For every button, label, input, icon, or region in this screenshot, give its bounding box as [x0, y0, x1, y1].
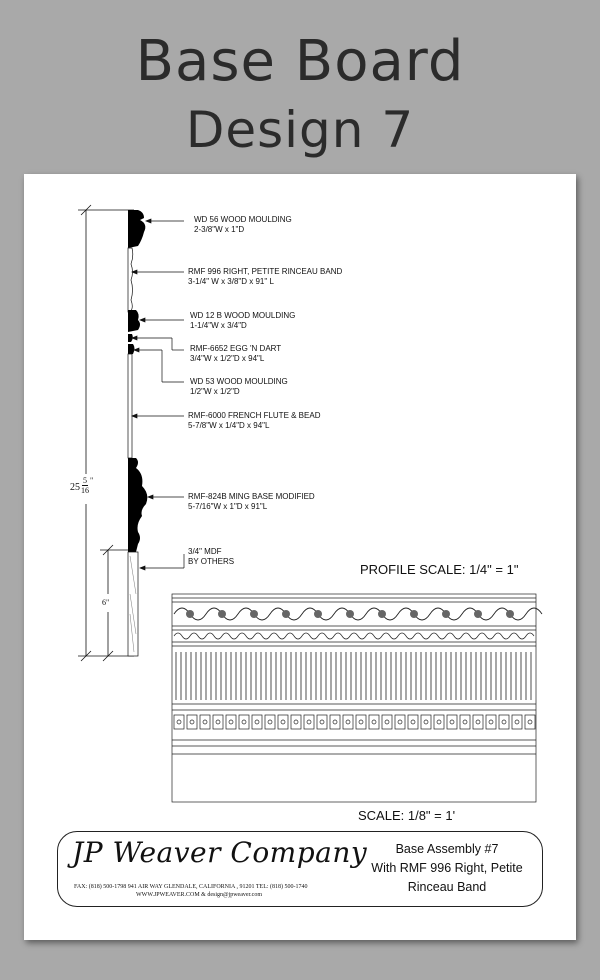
- callout-rmf6652: RMF-6652 EGG 'N DART 3/4"W x 1/2"D x 94"L: [190, 344, 282, 363]
- contact-line1: FAX: (818) 500-1798 941 AIR WAY GLENDALE, CALIFORNIA , 91201 TEL: (818) 500-1740: [74, 884, 308, 890]
- base-dimension: 6": [102, 598, 110, 607]
- drawing-sheet: [24, 174, 576, 940]
- contact-line2: WWW.JPWEAVER.COM & design@jpweaver.com: [136, 892, 263, 898]
- overall-dimension-whole: 25: [70, 482, 80, 493]
- overall-dimension-numerator: 5: [83, 476, 87, 485]
- page-title-line2: Design 7: [185, 101, 415, 159]
- callout-wd56: WD 56 WOOD MOULDING 2-3/8"W x 1"D: [194, 215, 292, 234]
- overall-dimension-denominator: 16: [81, 486, 89, 495]
- callout-rmf996: RMF 996 RIGHT, PETITE RINCEAU BAND 3-1/4" W x 3/8"D x 91" L: [188, 267, 343, 286]
- callout-wd53: WD 53 WOOD MOULDING 1/2"W x 1/2"D: [190, 377, 288, 396]
- overall-dimension-unit: ": [90, 476, 94, 485]
- assembly-description: Base Assembly #7 With RMF 996 Right, Petite Rinceau Band: [371, 842, 523, 894]
- elevation-drawing: [172, 594, 542, 802]
- profile-scale-label: PROFILE SCALE: 1/4" = 1": [360, 562, 519, 577]
- page-title-line1: Base Board: [135, 29, 465, 94]
- overall-dimension-line: [78, 205, 134, 661]
- profile-drawing: [24, 174, 576, 940]
- title-block: [57, 831, 543, 907]
- callout-rmf824b: RMF-824B MING BASE MODIFIED 5-7/16"W x 1"D x 91"L: [188, 492, 315, 511]
- profile-stack: [128, 210, 147, 656]
- callout-mdf: 3/4" MDF BY OTHERS: [188, 547, 235, 566]
- callout-rmf6000: RMF-6000 FRENCH FLUTE & BEAD 5-7/8"W x 1/4"D x 94"L: [188, 411, 321, 430]
- elevation-scale-label: SCALE: 1/8" = 1': [358, 808, 456, 823]
- callout-wd12b: WD 12 B WOOD MOULDING 1-1/4"W x 3/4"D: [190, 311, 296, 330]
- company-logo: JP Weaver Company: [72, 836, 368, 869]
